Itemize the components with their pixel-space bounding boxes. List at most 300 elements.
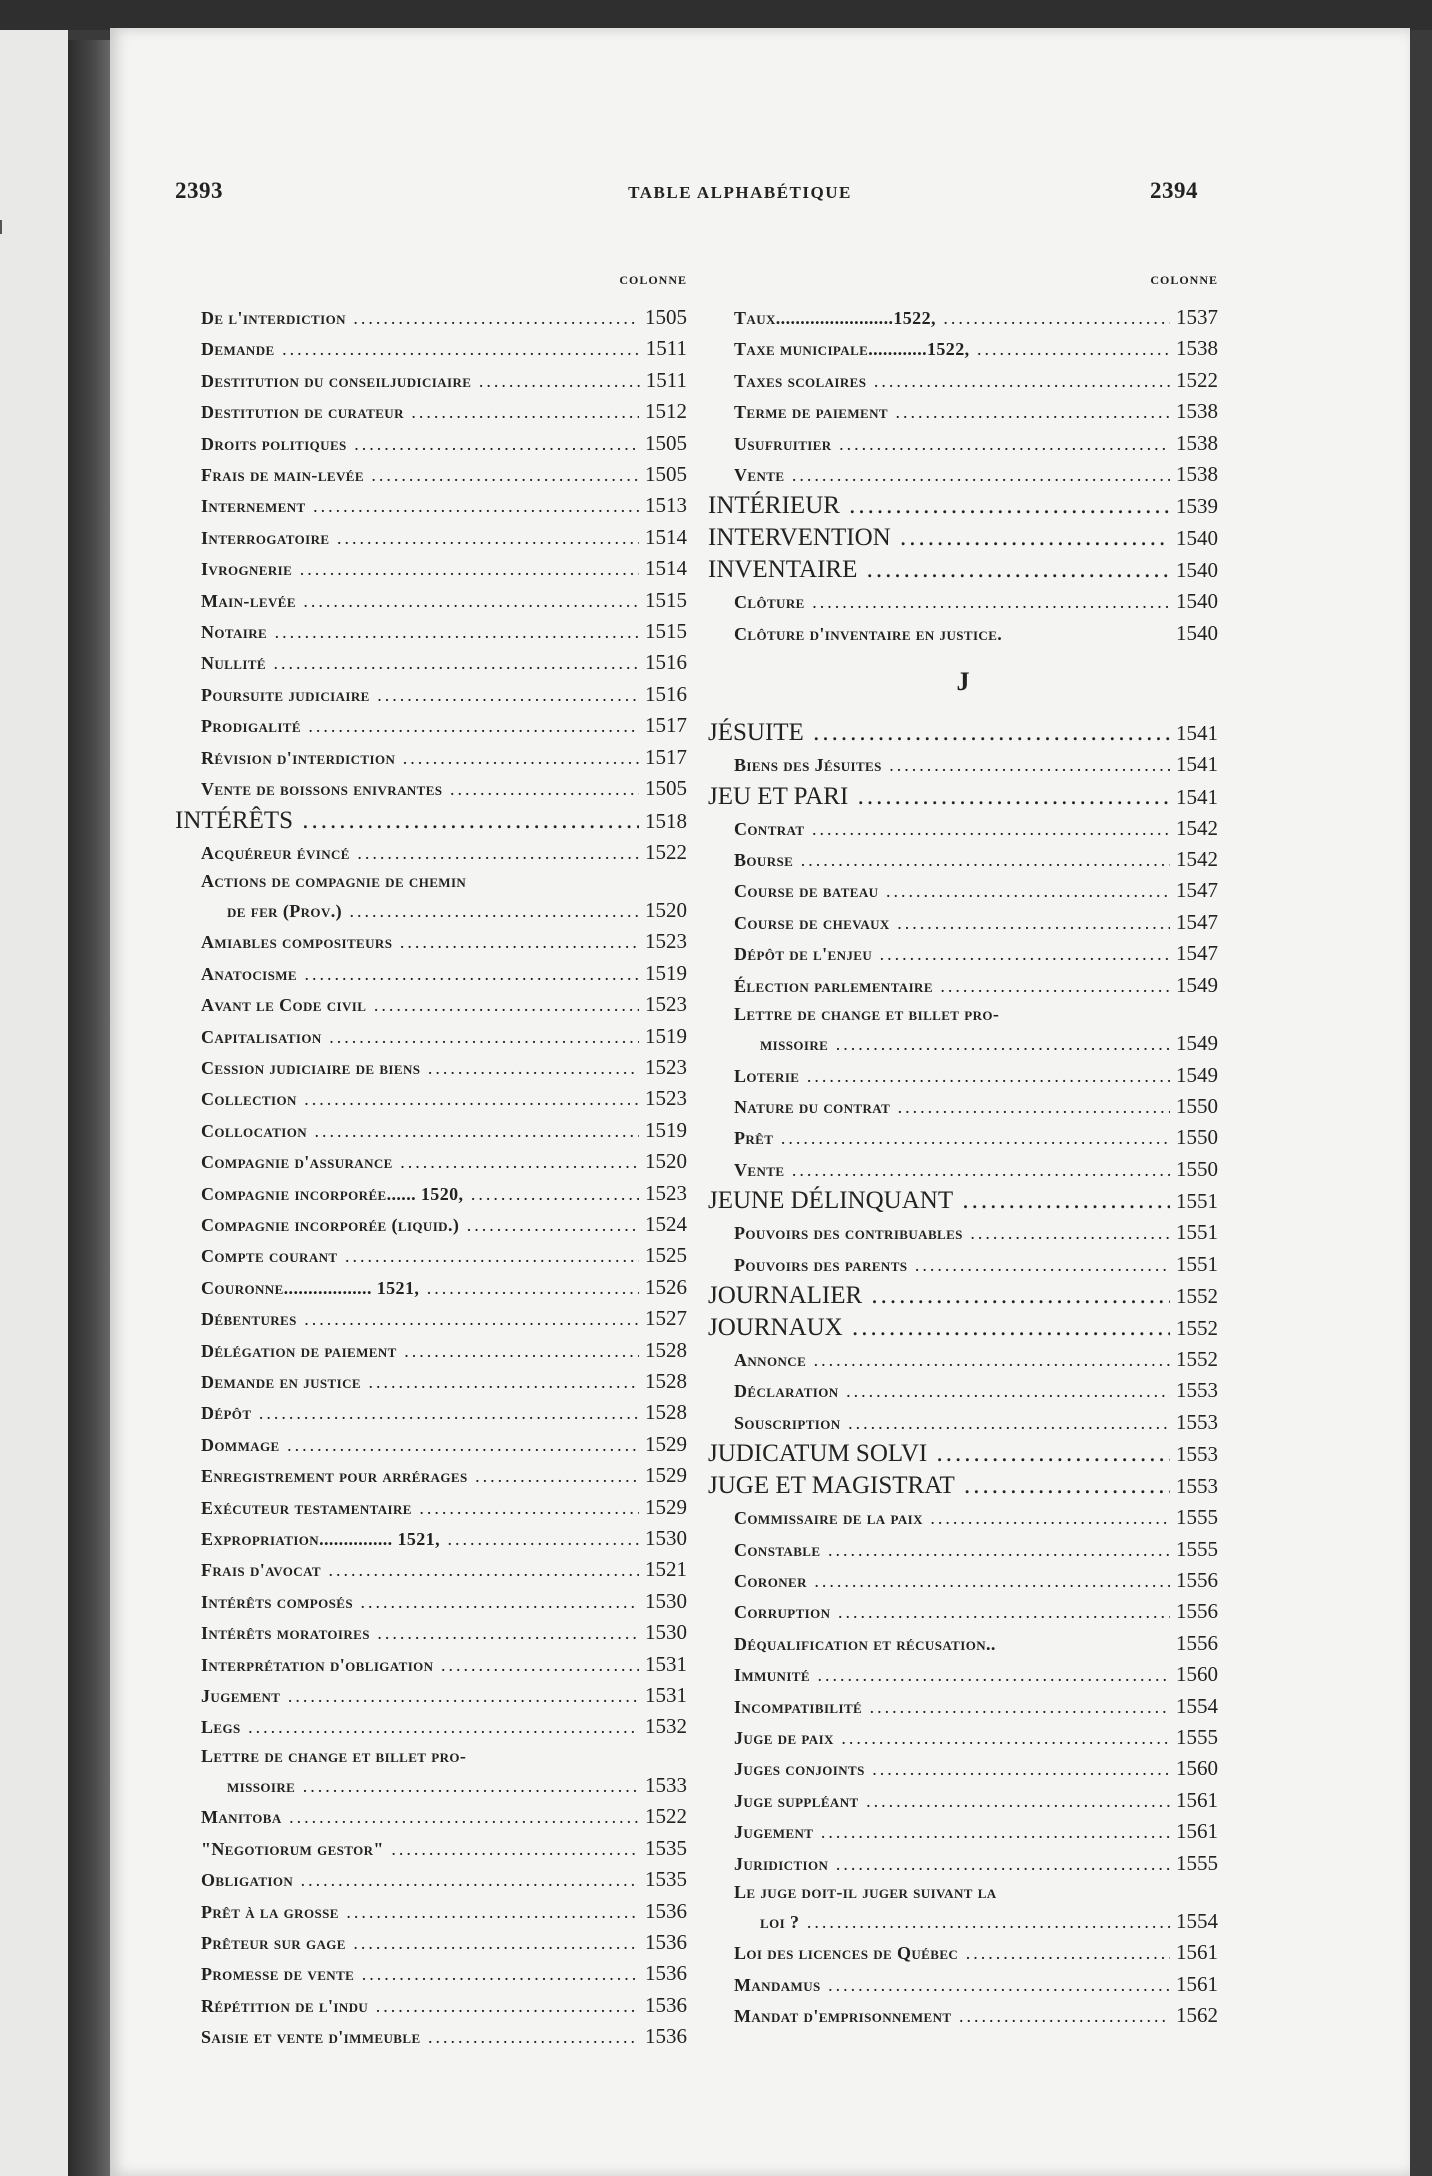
scan-top-border bbox=[0, 0, 1432, 30]
entry-column-number: 1552 bbox=[1176, 1346, 1218, 1371]
entry-label: Vente ..... bbox=[708, 1155, 1170, 1185]
index-entry bbox=[708, 1906, 1218, 1937]
index-entry bbox=[708, 302, 1218, 333]
index-entry bbox=[175, 553, 687, 584]
entry-label: Exécuteur testamentaire ..... bbox=[175, 1493, 639, 1523]
index-entry bbox=[708, 938, 1218, 969]
index-entry bbox=[708, 1753, 1218, 1784]
book-spine bbox=[68, 40, 112, 2176]
entry-column-number: 1513 bbox=[645, 493, 687, 518]
entry-column-number: 1547 bbox=[1176, 878, 1218, 903]
index-entry bbox=[175, 1896, 687, 1927]
entry-column-number: 1526 bbox=[645, 1274, 687, 1299]
entry-label: Demande ..... bbox=[175, 334, 640, 364]
entry-column-number: 1555 bbox=[1176, 1536, 1218, 1561]
entry-label: Prêt à la grosse ..... bbox=[175, 1897, 639, 1927]
entry-column-number: 1531 bbox=[645, 1651, 687, 1676]
entry-column-number: 1515 bbox=[645, 587, 687, 612]
entry-label: Nature du contrat ..... bbox=[708, 1092, 1170, 1122]
entry-label: Interprétation d'obligation ..... bbox=[175, 1650, 639, 1680]
index-entry bbox=[175, 1397, 687, 1428]
index-entry bbox=[175, 1927, 687, 1958]
entry-label: INTÉRIEUR ..... bbox=[708, 490, 1170, 521]
index-entry bbox=[175, 989, 687, 1020]
right-column-label: COLONNE bbox=[1150, 273, 1218, 287]
entry-column-number: 1537 bbox=[1176, 305, 1218, 329]
entry-label: Capitalisation ..... bbox=[175, 1022, 639, 1052]
entry-column-number: 1541 bbox=[1176, 784, 1218, 809]
entry-label: INTERVENTION ..... bbox=[708, 522, 1170, 553]
index-entry bbox=[708, 813, 1218, 844]
index-entry bbox=[175, 1649, 687, 1680]
entry-label: Commissaire de la paix ..... bbox=[708, 1503, 1170, 1533]
index-entry bbox=[708, 1060, 1218, 1091]
index-entry bbox=[708, 875, 1218, 906]
entry-column-number: 1505 bbox=[645, 776, 687, 801]
index-entry bbox=[175, 1680, 687, 1711]
index-entry bbox=[175, 647, 687, 678]
entry-label: Prêteur sur gage ..... bbox=[175, 1928, 639, 1958]
entry-column-number: 1519 bbox=[645, 960, 687, 985]
index-heading-entry bbox=[175, 805, 687, 837]
entry-column-number: 1542 bbox=[1176, 815, 1218, 840]
index-entry bbox=[708, 1091, 1218, 1122]
entry-label: Poursuite judiciaire ..... bbox=[175, 680, 639, 710]
entry-label: Déqualification et récusation.. bbox=[734, 1633, 996, 1654]
entry-column-number: 1514 bbox=[645, 556, 687, 581]
right-index-column bbox=[708, 270, 1218, 2032]
index-entry bbox=[175, 710, 687, 741]
index-entry bbox=[708, 586, 1218, 617]
entry-column-number: 1549 bbox=[1176, 1031, 1218, 1056]
entry-column-number: 1525 bbox=[645, 1243, 687, 1268]
entry-column-number: 1555 bbox=[1176, 1725, 1218, 1749]
entry-label: Pouvoirs des parents ..... bbox=[708, 1250, 1170, 1280]
entry-column-number: 1560 bbox=[1176, 1756, 1218, 1781]
entry-label: Frais de main-levée ..... bbox=[175, 460, 639, 490]
entry-column-number: 1547 bbox=[1176, 909, 1218, 934]
entry-label: Lettre de change et billet pro- bbox=[734, 1004, 1000, 1025]
entry-column-number: 1517 bbox=[645, 744, 687, 769]
index-entry bbox=[175, 396, 687, 427]
entry-column-number: 1551 bbox=[1176, 1251, 1218, 1276]
entry-label: Vente ..... bbox=[708, 460, 1170, 490]
entry-label: Course de chevaux ..... bbox=[708, 908, 1170, 938]
entry-column-number: 1527 bbox=[645, 1306, 687, 1331]
entry-label: Expropriation............... 1521, ..... bbox=[175, 1524, 639, 1554]
entry-label: missoire ..... bbox=[175, 1771, 639, 1801]
entry-column-number: 1552 bbox=[1176, 1283, 1218, 1308]
entry-column-number: 1538 bbox=[1176, 462, 1218, 487]
entry-column-number: 1554 bbox=[1176, 1693, 1218, 1718]
index-entry bbox=[175, 1770, 687, 1801]
entry-label: Manitoba ..... bbox=[175, 1802, 639, 1832]
index-entry bbox=[175, 428, 687, 459]
entry-column-number: 1556 bbox=[1176, 1567, 1218, 1592]
entry-column-number: 1505 bbox=[645, 462, 687, 487]
running-title: TABLE ALPHABÉTIQUE bbox=[628, 183, 852, 202]
index-entry bbox=[175, 333, 687, 364]
entry-label: Corruption ..... bbox=[708, 1597, 1170, 1627]
left-index-column bbox=[175, 270, 687, 2053]
index-entry bbox=[708, 618, 1218, 649]
index-entry bbox=[175, 679, 687, 710]
entry-column-number: 1538 bbox=[1176, 399, 1218, 424]
index-entry bbox=[708, 333, 1218, 364]
entry-column-number: 1547 bbox=[1176, 941, 1218, 966]
entry-column-number: 1529 bbox=[645, 1494, 687, 1519]
index-entry bbox=[175, 1492, 687, 1523]
index-entry bbox=[175, 1711, 687, 1742]
entry-column-number: 1522 bbox=[1176, 367, 1218, 392]
index-entry bbox=[708, 396, 1218, 427]
index-entry bbox=[175, 1240, 687, 1271]
entry-column-number: 1536 bbox=[645, 1961, 687, 1986]
entry-column-number: 1560 bbox=[1176, 1662, 1218, 1687]
entry-column-number: 1541 bbox=[1176, 752, 1218, 777]
index-entry bbox=[175, 742, 687, 773]
index-entry bbox=[175, 490, 687, 521]
index-entry bbox=[175, 868, 687, 895]
index-entry bbox=[175, 1366, 687, 1397]
index-heading-entry bbox=[708, 1312, 1218, 1344]
entry-label: Clôture ..... bbox=[708, 587, 1170, 617]
index-entry bbox=[708, 1344, 1218, 1375]
entry-column-number: 1516 bbox=[645, 650, 687, 675]
entry-column-number: 1512 bbox=[645, 399, 687, 424]
index-entry bbox=[175, 1146, 687, 1177]
entry-column-number: 1551 bbox=[1176, 1220, 1218, 1245]
entry-label: Droits politiques ..... bbox=[175, 429, 639, 459]
entry-column-number: 1523 bbox=[645, 929, 687, 954]
index-entry bbox=[175, 1115, 687, 1146]
entry-label: Coroner ..... bbox=[708, 1566, 1170, 1596]
index-entry bbox=[708, 1534, 1218, 1565]
entry-column-number: 1550 bbox=[1176, 1156, 1218, 1181]
entry-label: Internement ..... bbox=[175, 491, 639, 521]
index-entry bbox=[708, 1785, 1218, 1816]
entry-column-number: 1540 bbox=[1176, 620, 1218, 645]
index-entry bbox=[708, 1659, 1218, 1690]
index-entry bbox=[708, 907, 1218, 938]
index-entry bbox=[175, 1833, 687, 1864]
entry-column-number: 1536 bbox=[645, 2024, 687, 2049]
entry-label: Dommage ..... bbox=[175, 1430, 639, 1460]
entry-label: Loterie ..... bbox=[708, 1061, 1170, 1091]
index-entry bbox=[175, 2021, 687, 2052]
entry-label: Annonce ..... bbox=[708, 1345, 1170, 1375]
index-entry bbox=[175, 895, 687, 926]
entry-label: Incompatibilité ..... bbox=[708, 1692, 1170, 1722]
right-page-number: 2394 bbox=[1150, 178, 1198, 203]
index-entry bbox=[708, 1407, 1218, 1438]
entry-label: Prêt ..... bbox=[708, 1123, 1170, 1153]
entry-column-number: 1535 bbox=[645, 1867, 687, 1892]
index-heading-entry bbox=[708, 1438, 1218, 1470]
entry-column-number: 1541 bbox=[1176, 721, 1218, 746]
entry-label: Legs ..... bbox=[175, 1712, 639, 1742]
right-entry-list-bottom bbox=[708, 717, 1218, 2031]
entry-label: Délégation de paiement ..... bbox=[175, 1336, 639, 1366]
entry-label: INVENTAIRE ..... bbox=[708, 554, 1170, 585]
entry-column-number: 1555 bbox=[1176, 1505, 1218, 1530]
index-page bbox=[110, 28, 1410, 2176]
entry-label: Mandat d'emprisonnement ..... bbox=[708, 2001, 1170, 2031]
entry-label: Juges conjoints ..... bbox=[708, 1754, 1170, 1784]
entry-label: Acquéreur évincé ..... bbox=[175, 838, 639, 868]
entry-label: Terme de paiement ..... bbox=[708, 397, 1170, 427]
entry-label: JUDICATUM SOLVI ..... bbox=[708, 1438, 1170, 1469]
index-heading-entry bbox=[708, 1280, 1218, 1312]
entry-label: "Negotiorum gestor" ..... bbox=[175, 1834, 639, 1864]
entry-column-number: 1522 bbox=[645, 1804, 687, 1829]
entry-column-number: 1539 bbox=[1176, 494, 1218, 519]
index-entry bbox=[175, 958, 687, 989]
index-entry bbox=[175, 1052, 687, 1083]
index-entry bbox=[175, 1460, 687, 1491]
index-heading-entry bbox=[708, 1470, 1218, 1502]
entry-column-number: 1549 bbox=[1176, 972, 1218, 997]
entry-label: loi ? ..... bbox=[708, 1907, 1170, 1937]
index-entry bbox=[175, 1272, 687, 1303]
entry-label: Frais d'avocat ..... bbox=[175, 1555, 639, 1585]
index-entry bbox=[175, 459, 687, 490]
index-entry bbox=[175, 1801, 687, 1832]
index-entry bbox=[175, 1335, 687, 1366]
entry-column-number: 1551 bbox=[1176, 1189, 1218, 1214]
entry-column-number: 1515 bbox=[645, 619, 687, 644]
entry-column-number: 1553 bbox=[1176, 1474, 1218, 1499]
entry-column-number: 1530 bbox=[645, 1620, 687, 1645]
entry-label: Le juge doit-il juger suivant la bbox=[734, 1882, 997, 1903]
entry-label: JÉSUITE ..... bbox=[708, 717, 1170, 748]
entry-label: Biens des Jésuites ..... bbox=[708, 750, 1170, 780]
entry-column-number: 1531 bbox=[645, 1683, 687, 1708]
index-entry bbox=[708, 1028, 1218, 1059]
entry-label: Actions de compagnie de chemin bbox=[201, 870, 467, 891]
entry-label: Jugement ..... bbox=[708, 1817, 1170, 1847]
entry-label: Contrat ..... bbox=[708, 814, 1170, 844]
entry-column-number: 1517 bbox=[645, 713, 687, 738]
entry-column-number: 1553 bbox=[1176, 1442, 1218, 1467]
entry-column-number: 1536 bbox=[645, 1992, 687, 2017]
entry-label: Taux........................1522, ..... bbox=[708, 303, 1170, 333]
entry-label: Main-levée ..... bbox=[175, 586, 639, 616]
entry-label: Amiables compositeurs ..... bbox=[175, 927, 639, 957]
entry-column-number: 1516 bbox=[645, 681, 687, 706]
entry-column-number: 1540 bbox=[1176, 526, 1218, 551]
entry-column-number: 1561 bbox=[1176, 1787, 1218, 1812]
entry-label: Course de bateau ..... bbox=[708, 876, 1170, 906]
entry-label: INTÉRÊTS ..... bbox=[175, 805, 639, 836]
entry-label: Promesse de vente ..... bbox=[175, 1959, 639, 1989]
entry-column-number: 1553 bbox=[1176, 1378, 1218, 1403]
entry-column-number: 1522 bbox=[645, 839, 687, 864]
entry-label: de fer (Prov.) ..... bbox=[175, 896, 639, 926]
left-entry-list bbox=[175, 302, 687, 2053]
entry-column-number: 1554 bbox=[1176, 1909, 1218, 1934]
entry-column-number: 1550 bbox=[1176, 1093, 1218, 1118]
entry-label: Notaire ..... bbox=[175, 617, 639, 647]
index-entry bbox=[175, 1303, 687, 1334]
index-entry bbox=[708, 1722, 1218, 1753]
entry-label: Juridiction ..... bbox=[708, 1849, 1170, 1879]
entry-column-number: 1561 bbox=[1176, 1940, 1218, 1965]
index-entry bbox=[175, 1617, 687, 1648]
entry-label: Compagnie incorporée (liquid.) ..... bbox=[175, 1210, 639, 1240]
entry-column-number: 1556 bbox=[1176, 1599, 1218, 1624]
entry-column-number: 1505 bbox=[645, 305, 687, 329]
index-entry bbox=[175, 616, 687, 647]
entry-label: Répétition de l'indu ..... bbox=[175, 1991, 639, 2021]
index-entry bbox=[708, 1879, 1218, 1906]
index-heading-entry bbox=[708, 554, 1218, 586]
entry-label: Lettre de change et billet pro- bbox=[201, 1745, 467, 1766]
entry-column-number: 1561 bbox=[1176, 1819, 1218, 1844]
index-entry bbox=[708, 1502, 1218, 1533]
index-entry bbox=[175, 1990, 687, 2021]
entry-column-number: 1521 bbox=[645, 1557, 687, 1582]
index-entry bbox=[708, 428, 1218, 459]
index-entry bbox=[175, 1209, 687, 1240]
entry-column-number: 1511 bbox=[645, 336, 687, 361]
entry-label: JUGE ET MAGISTRAT ..... bbox=[708, 1470, 1170, 1501]
index-entry bbox=[708, 1375, 1218, 1406]
index-entry bbox=[175, 837, 687, 868]
index-entry bbox=[175, 1586, 687, 1617]
entry-label: Collocation ..... bbox=[175, 1116, 639, 1146]
entry-label: JEUNE DÉLINQUANT ..... bbox=[708, 1185, 1170, 1216]
entry-label: Saisie et vente d'immeuble ..... bbox=[175, 2022, 639, 2052]
entry-label: JOURNALIER ..... bbox=[708, 1280, 1170, 1311]
entry-label: Anatocisme ..... bbox=[175, 959, 639, 989]
entry-column-number: 1529 bbox=[645, 1463, 687, 1488]
entry-label: JOURNAUX ..... bbox=[708, 1312, 1170, 1343]
index-entry bbox=[175, 1429, 687, 1460]
section-letter-heading: J bbox=[956, 667, 970, 697]
entry-label: Clôture d'inventaire en justice. bbox=[734, 623, 1003, 644]
entry-label: Compagnie d'assurance ..... bbox=[175, 1147, 639, 1177]
index-entry bbox=[708, 1596, 1218, 1627]
entry-label: Nullité ..... bbox=[175, 648, 639, 678]
entry-label: Taxes scolaires ..... bbox=[708, 366, 1170, 396]
index-entry bbox=[708, 2000, 1218, 2031]
index-entry bbox=[175, 1958, 687, 1989]
entry-label: missoire ..... bbox=[708, 1029, 1170, 1059]
index-entry bbox=[175, 522, 687, 553]
entry-column-number: 1538 bbox=[1176, 336, 1218, 361]
entry-label: Ivrognerie ..... bbox=[175, 554, 639, 584]
entry-column-number: 1562 bbox=[1176, 2003, 1218, 2028]
entry-label: Couronne.................. 1521, ..... bbox=[175, 1273, 639, 1303]
index-entry bbox=[175, 365, 687, 396]
index-entry bbox=[708, 970, 1218, 1001]
index-entry bbox=[708, 1122, 1218, 1153]
entry-column-number: 1519 bbox=[645, 1023, 687, 1048]
entry-label: Vente de boissons enivrantes ..... bbox=[175, 774, 639, 804]
index-entry bbox=[175, 1523, 687, 1554]
index-entry bbox=[175, 302, 687, 333]
index-heading-entry bbox=[708, 781, 1218, 813]
entry-label: Bourse ..... bbox=[708, 845, 1170, 875]
entry-label: Immunité ..... bbox=[708, 1660, 1170, 1690]
entry-label: Obligation ..... bbox=[175, 1865, 639, 1895]
index-entry bbox=[708, 365, 1218, 396]
entry-column-number: 1530 bbox=[645, 1526, 687, 1551]
entry-label: JEU ET PARI ..... bbox=[708, 781, 1170, 812]
entry-label: Interrogatoire ..... bbox=[175, 523, 639, 553]
entry-label: Élection parlementaire ..... bbox=[708, 971, 1170, 1001]
entry-column-number: 1532 bbox=[645, 1714, 687, 1739]
entry-column-number: 1536 bbox=[645, 1929, 687, 1954]
entry-label: Révision d'interdiction ..... bbox=[175, 743, 639, 773]
entry-column-number: 1523 bbox=[645, 1180, 687, 1205]
entry-column-number: 1553 bbox=[1176, 1409, 1218, 1434]
index-entry bbox=[708, 1154, 1218, 1185]
index-entry bbox=[175, 1083, 687, 1114]
entry-column-number: 1523 bbox=[645, 992, 687, 1017]
entry-column-number: 1552 bbox=[1176, 1315, 1218, 1340]
index-entry bbox=[708, 459, 1218, 490]
entry-label: Loi des licences de Québec ..... bbox=[708, 1938, 1170, 1968]
entry-label: Enregistrement pour arrérages ..... bbox=[175, 1461, 639, 1491]
index-entry bbox=[708, 1848, 1218, 1879]
entry-column-number: 1540 bbox=[1176, 558, 1218, 583]
entry-label: De l'interdiction ..... bbox=[175, 303, 639, 333]
entry-column-number: 1555 bbox=[1176, 1850, 1218, 1875]
entry-column-number: 1538 bbox=[1176, 430, 1218, 455]
index-entry bbox=[708, 844, 1218, 875]
entry-column-number: 1523 bbox=[645, 1054, 687, 1079]
index-entry bbox=[708, 1816, 1218, 1847]
entry-column-number: 1542 bbox=[1176, 847, 1218, 872]
left-column-label: COLONNE bbox=[619, 273, 687, 287]
facing-page-mark bbox=[0, 220, 10, 234]
index-entry bbox=[708, 749, 1218, 780]
index-entry bbox=[708, 1249, 1218, 1280]
entry-label: Destitution de curateur ..... bbox=[175, 397, 639, 427]
entry-column-number: 1514 bbox=[645, 524, 687, 549]
index-entry bbox=[708, 1969, 1218, 2000]
entry-column-number: 1511 bbox=[645, 367, 687, 392]
index-entry bbox=[708, 1001, 1218, 1028]
right-entry-list-top bbox=[708, 302, 1218, 649]
entry-label: Déclaration ..... bbox=[708, 1376, 1170, 1406]
entry-label: Jugement ..... bbox=[175, 1681, 639, 1711]
entry-column-number: 1556 bbox=[1176, 1630, 1218, 1655]
index-heading-entry bbox=[708, 522, 1218, 554]
entry-column-number: 1533 bbox=[645, 1772, 687, 1797]
entry-label: Pouvoirs des contribuables ..... bbox=[708, 1218, 1170, 1248]
entry-column-number: 1520 bbox=[645, 1149, 687, 1174]
index-entry bbox=[175, 1864, 687, 1895]
entry-label: Débentures ..... bbox=[175, 1304, 639, 1334]
entry-label: Intérêts composés ..... bbox=[175, 1587, 639, 1617]
entry-column-number: 1549 bbox=[1176, 1062, 1218, 1087]
index-entry bbox=[175, 773, 687, 804]
entry-label: Taxe municipale............1522, ..... bbox=[708, 334, 1170, 364]
entry-label: Collection ..... bbox=[175, 1084, 639, 1114]
entry-label: Juge de paix ..... bbox=[708, 1723, 1170, 1753]
facing-page-edge bbox=[0, 30, 68, 2176]
entry-label: Dépôt de l'enjeu ..... bbox=[708, 939, 1170, 969]
entry-label: Demande en justice ..... bbox=[175, 1367, 639, 1397]
index-heading-entry bbox=[708, 490, 1218, 522]
entry-label: Mandamus ..... bbox=[708, 1970, 1170, 2000]
entry-column-number: 1519 bbox=[645, 1117, 687, 1142]
index-entry bbox=[708, 1937, 1218, 1968]
entry-label: Dépôt ..... bbox=[175, 1398, 639, 1428]
